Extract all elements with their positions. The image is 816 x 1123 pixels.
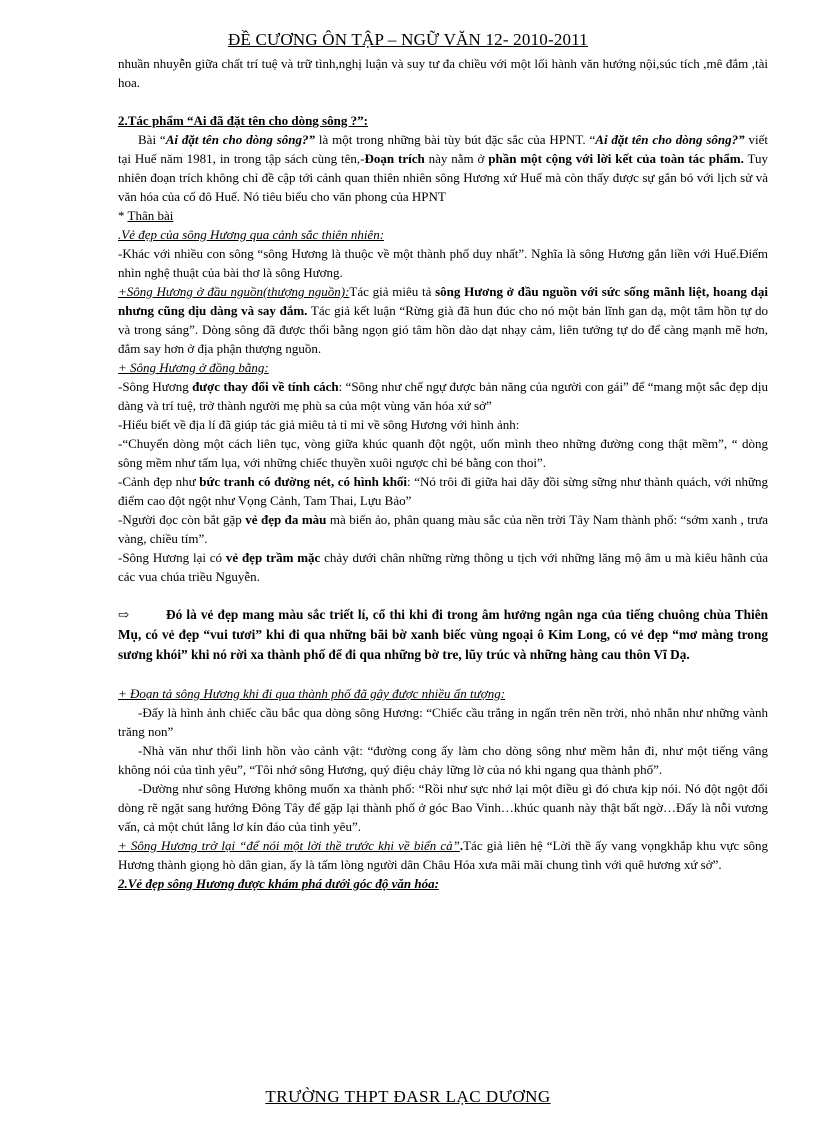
plain-label: + Sông Hương ở đồng bằng: <box>118 360 269 375</box>
work-title-emphasis: Ai đặt tên cho dòng sông?” <box>165 132 316 147</box>
paragraph-city-2: -Nhà văn như thổi linh hồn vào cảnh vật: “đường cong ấy làm cho dòng sông như mềm hẳn đi, như một tiếng vâng không nói của tình yêu”, “Tôi nhớ sông Hương, quý điệu chảy lững lờ của nó khi ngang qua thành phố”. <box>118 743 768 777</box>
text-run: -Cảnh đẹp như <box>118 474 200 489</box>
subheading-nature-beauty: .Vẻ đẹp của sông Hương qua cảnh sắc thiên nhiên: <box>118 227 385 242</box>
section-heading-work: 2.Tác phẩm “Ai đã đặt tên cho dòng sông ?”: <box>118 113 368 128</box>
paragraph-city-3: -Dường như sông Hương không muốn xa thành phố: “Rồi như sực nhớ lại một điều gì đó chưa kịp nói. Nó đột ngột đổi dòng rẽ ngặt sang hướng Đông Tây để gặp lại thành phố ở góc Bao Vinh…khúc quanh này thật bất ngờ…Đấy là nỗi vương vấn, cả một chút lẳng lơ kín đáo của tình yêu”. <box>118 781 768 834</box>
work-intro-paragraph <box>118 130 768 206</box>
intro-paragraph: nhuần nhuyễn giữa chất trí tuệ và trữ tình,nghị luận và suy tư đa chiều với một lối hành văn hướng nội,súc tích ,mê đắm ,tài hoa. <box>118 56 768 90</box>
text-run-bold: bức tranh có đường nét, có hình khối <box>199 474 408 489</box>
text-run: -Người đọc còn bắt gặp <box>118 512 246 527</box>
paragraph-plain-1 <box>118 377 768 415</box>
text-run: mà biến ảo, phân quang màu sắc của nền trời Tây Nam thành phố: “sớm xanh , trưa vàng, chiều tím”. <box>118 512 769 546</box>
paragraph-city-1: -Đấy là hình ảnh chiếc cầu bắc qua dòng sông Hương: “Chiếc cầu trắng in ngấn trên nền trời, nhỏ nhắn như những vành trăng non” <box>118 705 768 739</box>
text-run: -Sông Hương <box>118 379 193 394</box>
text-run: -Sông Hương lại có <box>118 550 226 565</box>
paragraph-plain-4 <box>118 472 768 510</box>
paragraph-plain-6 <box>118 548 768 586</box>
text-run-bold: . <box>459 838 464 853</box>
paragraph-plain-5 <box>118 510 768 548</box>
text-run: Tác giả kết luận “Rừng già đã hun đúc cho nó một bản lĩnh gan dạ, một tâm hồn tự do và trong sáng”. Dòng sông đã được thổi bằng ngọn gió tâm hồn dào dạt nhạy cảm, liên tưởng tự do để càng mạnh mẽ hơn, đắm say hơn ở địa phận thượng nguồn. <box>118 303 768 356</box>
upstream-label: +Sông Hương ở đầu nguồn(thượng nguồn): <box>118 284 350 299</box>
text-run: viết tại Huế năm 1981, in trong tập sách cùng tên,- <box>118 132 768 166</box>
text-run: Bài “ <box>138 132 166 147</box>
summary-text: Đó là vẻ đẹp mang màu sắc triết lí, cổ thi khi đi trong âm hưởng ngân nga của tiếng chuông chùa Thiên Mụ, có vẻ đẹp “vui tươi” khi đi qua những bãi bờ xanh biếc vùng ngoại ô Kim Long, có vẻ đẹp “mơ màng trong sương khói” khi nó rời xa thành phố để đi qua những bờ tre, lũy trúc và những hàng cau thôn Vĩ Dạ. <box>118 607 768 662</box>
text-run-bold: được thay đổi về tính cách <box>192 379 339 394</box>
paragraph-return <box>118 836 768 874</box>
text-run-bold: phần một cộng với lời kết của toàn tác phẩm. <box>488 151 744 166</box>
text-run-bold: vẻ đẹp đa màu <box>245 512 327 527</box>
paragraph-upstream <box>118 282 768 358</box>
text-run: chảy dưới chân những rừng thông u tịch với những lăng mộ âm u mà kiêu hãnh của các vua chúa triều Nguyễn. <box>118 550 768 584</box>
work-title-emphasis: Ai đặt tên cho dòng sông?” <box>595 132 745 147</box>
city-label: + Đoạn tả sông Hương khi đi qua thành phố đã gây được nhiều ấn tượng: <box>118 686 506 701</box>
return-label: + Sông Hương trở lại “để nói một lời thề trước khi về biển cả” <box>118 838 460 853</box>
document-body <box>118 54 768 893</box>
summary-paragraph <box>118 605 768 665</box>
paragraph-unique-river: -Khác với nhiều con sông “sông Hương là thuộc về một thành phố duy nhất”. Nghĩa là sông Hương gắn liền với Huế.Điểm nhìn nghệ thuật của bài thơ là sông Hương. <box>118 246 768 280</box>
text-run: này nằm ở <box>424 151 489 166</box>
text-run: : “Nó trôi đi giữa hai dãy đồi sừng sững như thành quách, với những điểm cao đột ngột như Vọng Cảnh, Tam Thai, Lựu Bảo” <box>118 474 768 508</box>
page-footer-school: TRƯỜNG THPT ĐASR LẠC DƯƠNG <box>265 1087 551 1106</box>
text-run: Tác giả miêu tả <box>349 284 436 299</box>
bullet-star: * <box>118 208 128 223</box>
text-run: là một trong những bài tùy bút đặc sắc của HPNT. “ <box>315 132 596 147</box>
subheading-culture-beauty: 2.Vẻ đẹp sông Hương được khám phá dưới góc độ văn hóa: <box>118 876 439 891</box>
text-run: : “Sông như chế ngự được bản năng của người con gái” để “mang một sắc đẹp dịu dàng và trí tuệ, trở thành người mẹ phù sa của một vùng văn hóa xứ sở” <box>118 379 768 413</box>
text-run: Tác giả liên hệ “Lời thề ấy vang vọngkhắp khu vực sông Hương thành giọng hò dân gian, ấy là tấm lòng người dân Châu Hóa xưa mãi mãi chung tình với quê hương xứ sở”. <box>118 838 768 872</box>
body-heading <box>118 206 768 225</box>
text-run: Tuy nhiên đoạn trích không chỉ đề cập tới cảnh quan thiên nhiên sông Hương xứ Huế mà còn thấy được sự gắn bó với lịch sử và văn hóa của cố đô Huế. Nó tiêu biểu cho văn phong của HPNT <box>118 151 768 204</box>
paragraph-plain-3: -“Chuyển dòng một cách liên tục, vòng giữa khúc quanh đột ngột, uốn mình theo những đường cong thật mềm”, “ dòng sông mềm như tấm lụa, với những chiếc thuyền xuôi ngược chỉ bé bằng con thoi”. <box>118 436 768 470</box>
body-heading-text: Thân bài <box>127 208 174 223</box>
text-run-bold: Đoạn trích <box>364 151 425 166</box>
arrow-right-icon: ⇨ <box>118 607 130 622</box>
page-header-title: ĐỀ CƯƠNG ÔN TẬP – NGỮ VĂN 12- 2010-2011 <box>227 30 588 49</box>
text-run-bold: vẻ đẹp trầm mặc <box>225 550 321 565</box>
text-run-bold: sông Hương ở đầu nguồn với sức sống mãnh liệt, hoang dại nhưng cũng dịu dàng và say đắm. <box>118 284 769 318</box>
paragraph-plain-2: -Hiểu biết về địa lí đã giúp tác giả miêu tả tỉ mỉ về sông Hương với hình ảnh: <box>118 417 520 432</box>
